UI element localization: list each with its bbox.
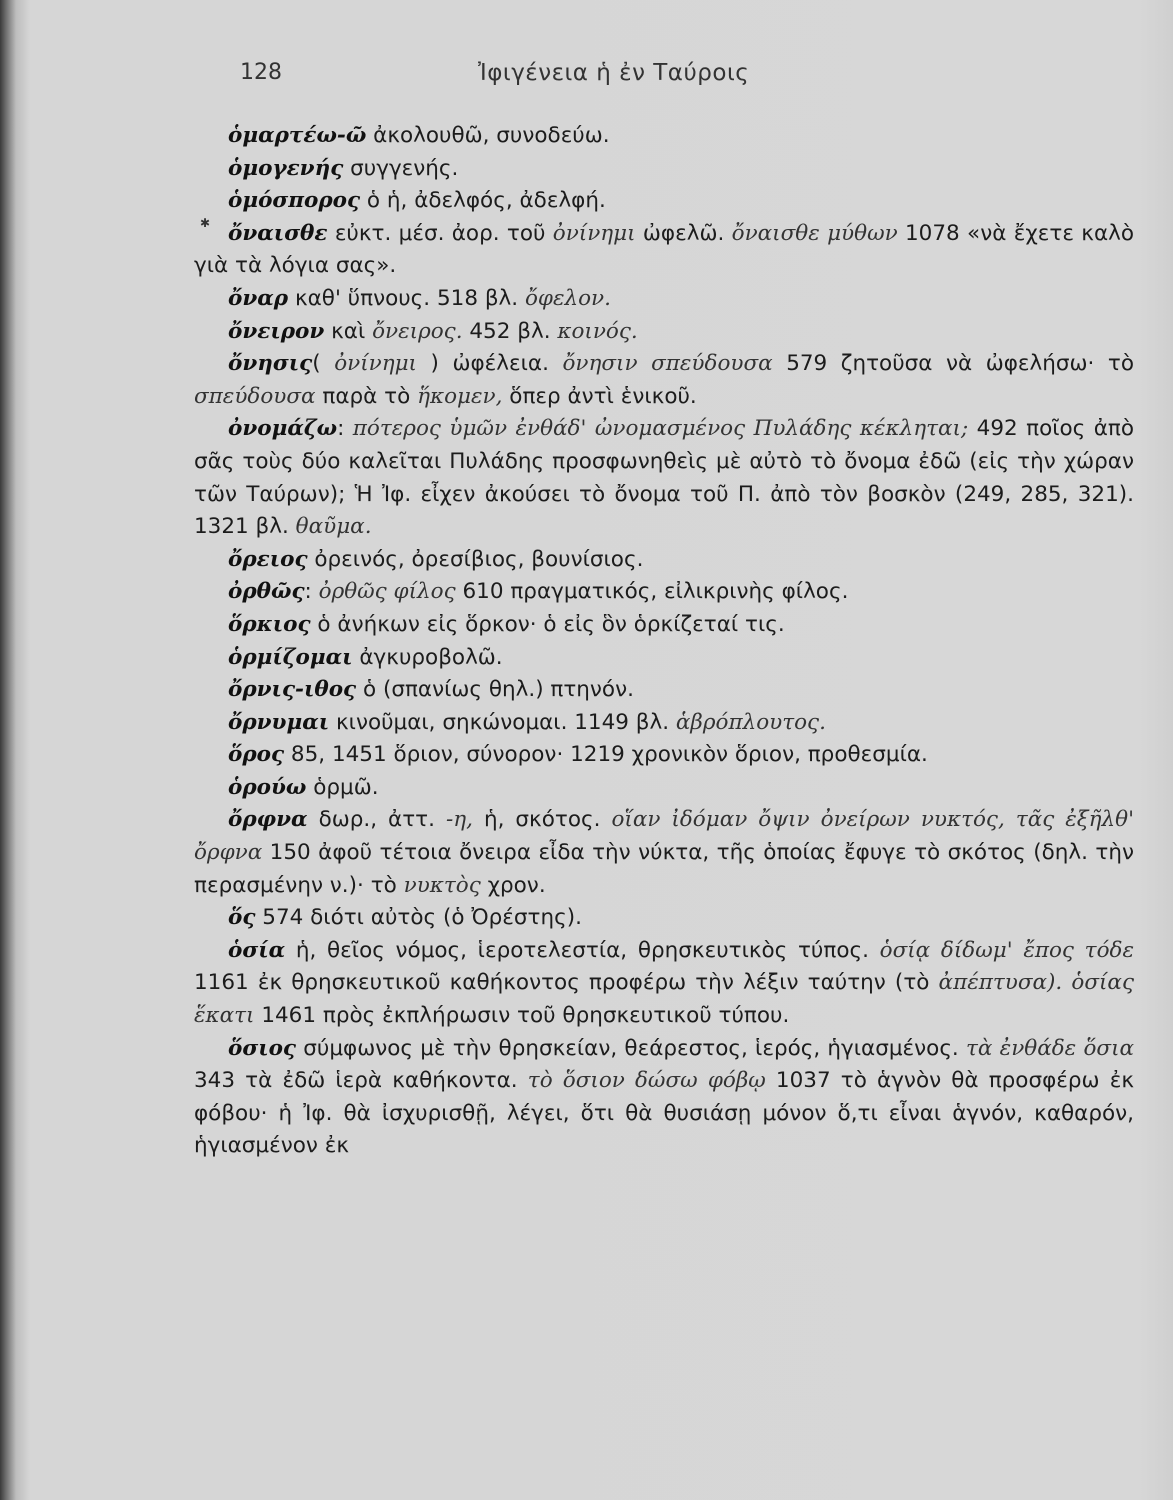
entry-headword: ὁρούω <box>228 774 307 800</box>
entry-text: δωρ., ἀττ. <box>307 807 446 833</box>
entry-headword: ὄνησις <box>228 351 313 377</box>
entry-text: συγγενής. <box>343 155 459 181</box>
glossary-entry <box>194 739 1134 772</box>
entry-text: ὁ ἀνήκων εἰς ὅρκον· ὁ εἰς ὃν ὁρκίζεταί τις. <box>310 611 785 637</box>
glossary-entry <box>194 218 1134 283</box>
glossary-entry <box>194 544 1134 577</box>
entry-text: 85, 1451 ὅριον, σύνορον· 1219 χρονικὸν ὅριον, προθεσμία. <box>284 742 928 768</box>
entry-text: 1161 ἐκ θρησκευτικοῦ καθήκοντος προφέρω τὴν λέξιν ταύτην (τὸ <box>194 970 939 996</box>
entry-text: ( <box>312 351 335 377</box>
entry-headword: ὄρειος <box>228 546 308 572</box>
glossary-entry <box>194 1033 1134 1163</box>
entry-text: ὁ (σπανίως θηλ.) πτηνόν. <box>356 677 634 703</box>
greek-citation: ὀνίνημι <box>552 220 636 246</box>
entry-text: σύμφωνος μὲ τὴν θρησκείαν, θεάρεστος, ἱερός, ἡγιασμένος. <box>296 1035 967 1061</box>
entry-headword: ὄναισθε <box>228 220 328 246</box>
entry-text: ὀρεινός, ὀρεσίβιος, βουνίσιος. <box>307 546 644 572</box>
entry-headword: ὄρνυμαι <box>228 709 330 735</box>
entry-text: ἡ, σκότος. <box>472 807 612 833</box>
greek-citation: ἁβρόπλουτος. <box>675 709 826 735</box>
entry-headword: ὁμογενής <box>228 155 344 181</box>
page-header <box>0 58 1173 98</box>
entry-headword: ὄνειρον <box>228 318 325 344</box>
entry-text: κινοῦμαι, σηκώνομαι. 1149 βλ. <box>329 709 676 735</box>
glossary-body <box>194 120 1134 1163</box>
entry-headword: ὅς <box>228 905 256 931</box>
greek-citation: οἵαν ἰδόμαν ὄψιν ὀνείρων νυκτός, τᾶς ἐξῆλθ' ὄρφνα <box>194 807 1135 866</box>
entry-text: 579 ζητοῦσα νὰ ὠφελήσω· τὸ <box>772 351 1134 377</box>
entry-text: 343 τὰ ἐδῶ ἱερὰ καθήκοντα. <box>194 1068 528 1094</box>
entry-text: ὁρμῶ. <box>306 774 379 800</box>
glossary-entry <box>194 609 1134 642</box>
greek-citation: νυκτὸς <box>403 872 481 898</box>
entry-headword: ὁρμίζομαι <box>228 644 353 670</box>
entry-headword: ὅρος <box>228 742 285 768</box>
entry-text: 452 βλ. <box>462 318 558 344</box>
entry-text <box>1062 970 1071 995</box>
entry-headword: ὅρκιος <box>228 611 311 637</box>
greek-citation: πότερος ὑμῶν ἐνθάδ' ὠνομασμένος Πυλάδης κέκληται; <box>352 416 969 442</box>
entry-text: ἡ, θεῖος νόμος, ἱεροτελεστία, θρησκευτικὸς τύπος. <box>285 937 880 963</box>
margin-mark: ✱ <box>200 216 211 230</box>
glossary-entry <box>194 153 1134 186</box>
entry-text: 1461 πρὸς ἐκπλήρωσιν τοῦ θρησκευτικοῦ τύπου. <box>254 1003 790 1029</box>
entry-text: χρον. <box>480 872 546 898</box>
glossary-entry <box>194 316 1134 349</box>
glossary-entry <box>194 902 1134 935</box>
entry-headword: ὄρνις-ιθος <box>228 677 357 703</box>
glossary-entry <box>194 283 1134 316</box>
greek-citation: σπεύδουσα <box>194 383 316 409</box>
greek-citation: τὰ ἐνθάδε ὅσια <box>966 1035 1135 1061</box>
glossary-entry <box>194 772 1134 805</box>
entry-headword: ὅσιος <box>228 1035 297 1061</box>
greek-citation: ὁσίας ἕκατι <box>194 970 1134 1029</box>
entry-text: 1078 «νὰ ἔχετε καλὸ γιὰ τὰ λόγια σας». <box>194 220 1134 279</box>
entry-text: ἀγκυροβολῶ. <box>352 644 503 670</box>
entry-headword: ὄρφνα <box>228 807 308 833</box>
glossary-entry <box>194 185 1134 218</box>
entry-text: 492 ποῖος ἀπὸ σᾶς τοὺς δύο καλεῖται Πυλάδης προσφωνηθεὶς μὲ αὐτὸ τὸ ὄνομα ἐδῶ (εἰς τὴν χώραν τῶν Ταύρων); Ἡ Ἰφ. εἶχεν ἀκούσει τὸ ὄνομα τοῦ Π. ἀπὸ τὸν βοσκὸν (249, 285, 321). 1321 βλ. <box>194 416 1135 540</box>
greek-citation: ἀπέπτυσα). <box>938 970 1063 996</box>
entry-text: : <box>337 416 353 442</box>
entry-text: 1037 τὸ ἁγνὸν θὰ προσφέρω ἐκ φόβου· ἡ Ἰφ. θὰ ἰσχυρισθῇ, λέγει, ὅτι θὰ θυσιάσῃ μόνον ὅ,τι εἶναι ἁγνόν, καθαρόν, ἡγιασμένον ἐκ <box>194 1068 1134 1159</box>
glossary-entry <box>194 120 1134 153</box>
entry-text: : <box>304 579 319 605</box>
greek-citation: ὀρθῶς φίλος <box>318 579 456 605</box>
greek-citation: ὄνησιν σπεύδουσα <box>562 351 773 377</box>
greek-citation: ὀνίνημι <box>334 351 417 377</box>
greek-citation: ὁσίᾳ δίδωμ' ἔπος τόδε <box>879 937 1134 963</box>
entry-text: καὶ <box>324 318 373 344</box>
entry-headword: ὁμαρτέω-ῶ <box>228 123 367 148</box>
entry-headword: ὀρθῶς <box>228 579 305 605</box>
glossary-entry <box>194 707 1134 740</box>
entry-headword: ὁμόσπορος <box>228 188 361 214</box>
glossary-entry <box>194 935 1134 1033</box>
entry-text: ὠφελῶ. <box>635 220 732 246</box>
running-title: Ἰφιγένεια ἡ ἐν Ταύροις <box>478 60 750 86</box>
entry-text: ὁ ἡ, ἀδελφός, ἀδελφή. <box>360 188 606 214</box>
entry-text: καθ' ὕπνους. 518 βλ. <box>288 285 525 311</box>
entry-headword: ὀνομάζω <box>228 416 338 442</box>
glossary-entry <box>194 576 1134 609</box>
entry-text: 150 ἀφοῦ τέτοια ὄνειρα εἶδα τὴν νύκτα, τῆς ὁποίας ἔφυγε τὸ σκότος (δηλ. τὴν περασμένην ν.)· τὸ <box>194 840 1134 898</box>
glossary-entry <box>194 674 1134 707</box>
greek-citation: -η, <box>445 807 473 833</box>
entry-text: 610 πραγματικός, εἰλικρινὴς φίλος. <box>455 579 849 605</box>
glossary-entry <box>194 804 1134 902</box>
page-number: 128 <box>240 60 282 85</box>
entry-headword: ὁσία <box>228 937 286 963</box>
glossary-entry <box>194 348 1134 413</box>
greek-citation: θαῦμα. <box>295 514 372 540</box>
greek-citation: κοινός. <box>557 318 638 344</box>
greek-citation: ὄναισθε μύθων <box>731 220 898 246</box>
entry-text: εὐκτ. μέσ. ἀορ. τοῦ <box>327 220 553 246</box>
entry-text: 574 διότι αὐτὸς (ὁ Ὀρέστης). <box>255 905 582 931</box>
glossary-entry <box>194 642 1134 675</box>
entry-headword: ὄναρ <box>228 285 289 311</box>
glossary-entry <box>194 413 1134 543</box>
entry-text: ὅπερ ἀντὶ ἑνικοῦ. <box>502 383 697 409</box>
entry-text: παρὰ τὸ <box>315 383 418 409</box>
entry-text: ἀκολουθῶ, συνοδεύω. <box>366 123 610 148</box>
entry-text: ) ὠφέλεια. <box>417 351 563 377</box>
greek-citation: ὄφελον. <box>524 285 611 311</box>
greek-citation: ἥκομεν, <box>417 383 503 409</box>
greek-citation: τὸ ὅσιον δώσω φόβῳ <box>527 1068 766 1094</box>
greek-citation: ὄνειρος. <box>372 318 463 344</box>
